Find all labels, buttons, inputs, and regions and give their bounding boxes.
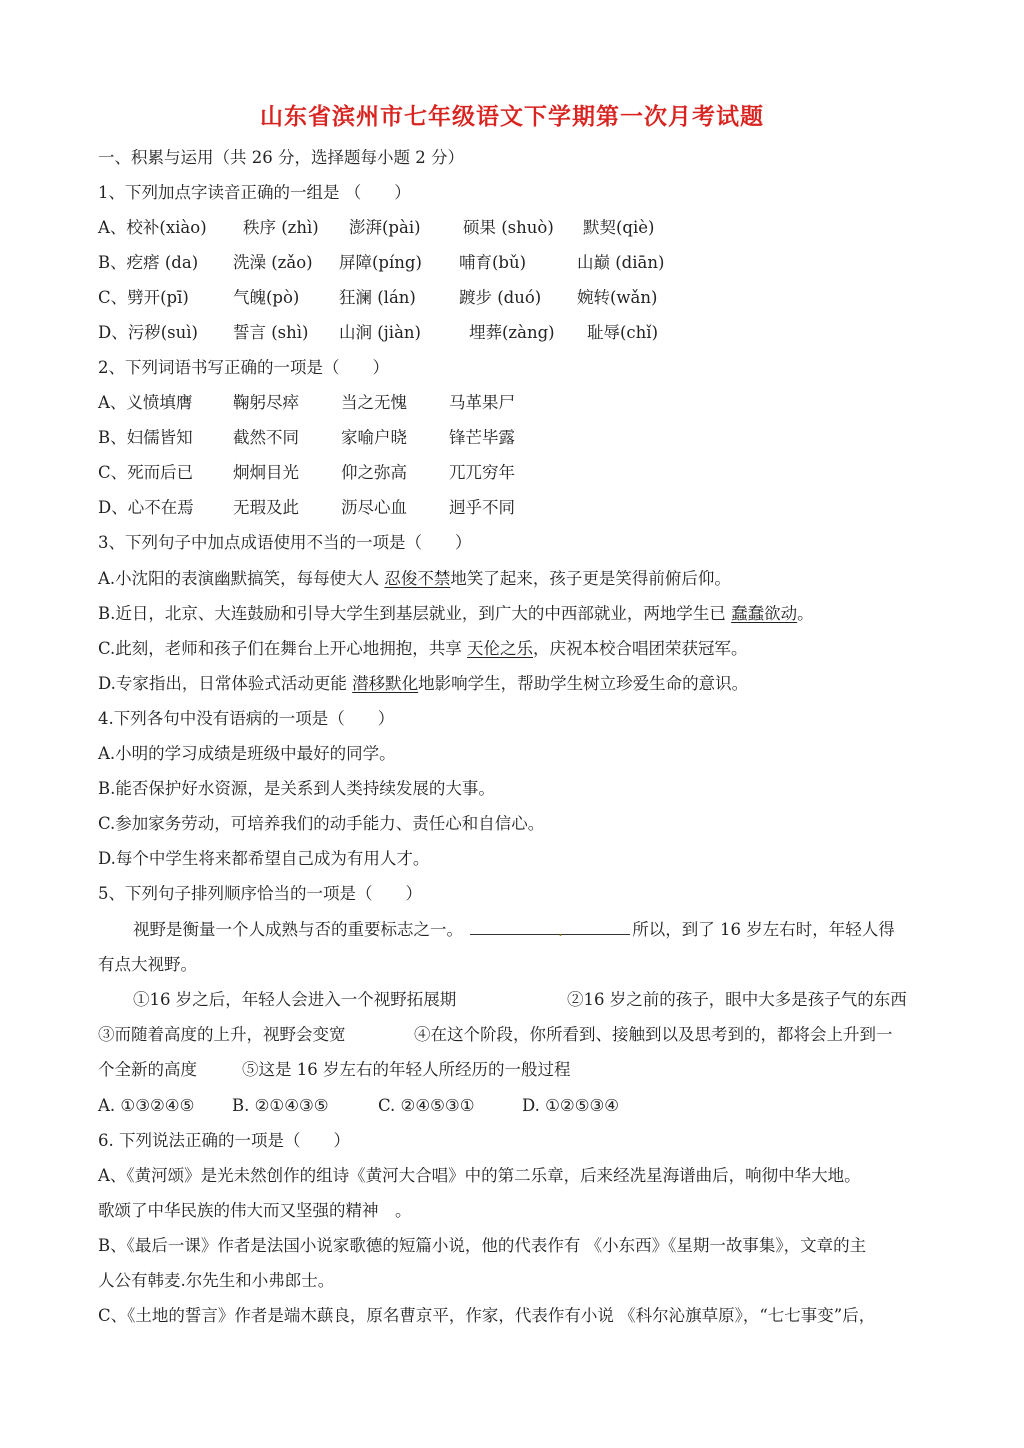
underlined-idiom: 蠢蠢欲动 [731, 604, 798, 623]
question-2-option-b: B、妇儒皆知 截然不同 家喻户晓 锋芒毕露 [98, 428, 515, 447]
question-4-option-d: D.每个中学生将来都希望自己成为有用人才。 [98, 849, 430, 868]
page-title: 山东省滨州市七年级语文下学期第一次月考试题 [260, 103, 764, 130]
question-6-option-b: B、《最后一课》作者是法国小说家歌德的短篇小说，他的代表作有 《小东西》《星期一故事集》，文章的主 [98, 1236, 867, 1255]
question-1-option-c: C、劈开(pī) 气魄(pò) 狂澜 (lán) 踱步 (duó) 婉转(wǎn) [98, 288, 658, 307]
question-1-option-b: B、疙瘩 (da) 洗澡 (zǎo) 屏障(píng) 哺育(bǔ) 山巅 (diān) [98, 253, 665, 272]
question-5-sentences-row3: 个全新的高度 ⑤这是 16 岁左右的年轻人所经历的一般过程 [98, 1060, 571, 1079]
question-5-passage: 视野是衡量一个人成熟与否的重要标志之一。 . 所以，到了 16 岁左右时，年轻人得 [133, 920, 895, 940]
question-1-stem: 1、下列加点字读音正确的一组是 （ ） [98, 183, 411, 202]
question-2-option-d: D、心不在焉 无瑕及此 沥尽心血 迥乎不同 [98, 498, 515, 517]
question-4-option-a: A.小明的学习成绩是班级中最好的同学。 [98, 744, 396, 763]
question-2-option-a: A、义愤填膺 鞠躬尽瘁 当之无愧 马革果尸 [98, 393, 515, 412]
question-5-passage-cont: 有点大视野。 [98, 955, 197, 974]
question-5-options: A. ①③②④⑤ B. ②①④③⑤ C. ②④⑤③① D. ①②⑤③④ [98, 1096, 620, 1115]
question-5-sentences-row2: ③而随着高度的上升，视野会变宽 ④在这个阶段，你所看到、接触到以及思考到的，都将会上升到一 [98, 1025, 893, 1044]
question-1-option-d: D、污秽(suì) 誓言 (shì) 山涧 (jiàn) 埋葬(zàng) 耻辱(chǐ) [98, 323, 659, 342]
question-3-option-d: D.专家指出，日常体验式活动更能 潜移默化地影响学生，帮助学生树立珍爱生命的意识。 [98, 674, 749, 693]
question-2-option-c: C、死而后已 炯炯目光 仰之弥高 兀兀穷年 [98, 463, 515, 482]
question-6-option-a: A、《黄河颂》是光未然创作的组诗《黄河大合唱》中的第二乐章，后来经冼星海谱曲后，响彻中华大地。 [98, 1166, 861, 1185]
question-5-stem: 5、下列句子排列顺序恰当的一项是（ ） [98, 884, 422, 903]
question-3-option-b: B.近日，北京、大连鼓励和引导大学生到基层就业，到广大的中西部就业，两地学生已 蠢蠢欲动。 [98, 604, 814, 623]
underlined-idiom: 忍俊不禁 [384, 569, 451, 588]
underlined-idiom: 天伦之乐 [467, 639, 534, 658]
question-6-stem: 6. 下列说法正确的一项是（ ） [98, 1131, 350, 1150]
section-heading: 一、积累与运用（共 26 分，选择题每小题 2 分） [98, 148, 464, 167]
question-4-stem: 4.下列各句中没有语病的一项是（ ） [98, 709, 395, 728]
question-6-option-a-cont: 歌颂了中华民族的伟大而又坚强的精神 。 [98, 1201, 412, 1220]
question-3-option-a: A.小沈阳的表演幽默搞笑，每每使大人 忍俊不禁地笑了起来，孩子更是笑得前俯后仰。 [98, 569, 731, 588]
question-2-stem: 2、下列词语书写正确的一项是（ ） [98, 358, 389, 377]
question-3-option-c: C.此刻，老师和孩子们在舞台上开心地拥抱，共享 天伦之乐，庆祝本校合唱团荣获冠军。 [98, 639, 748, 658]
question-6-option-b-cont: 人公有韩麦.尔先生和小弗郎士。 [98, 1271, 335, 1290]
underlined-idiom: 潜移默化 [352, 674, 419, 693]
question-4-option-c: C.参加家务劳动，可培养我们的动手能力、责任心和自信心。 [98, 814, 545, 833]
question-6-option-c: C、《土地的誓言》作者是端木蕻良，原名曹京平，作家，代表作有小说 《科尔沁旗草原》，“七七事变”后， [98, 1306, 876, 1325]
question-4-option-b: B.能否保护好水资源，是关系到人类持续发展的大事。 [98, 779, 495, 798]
question-1-option-a: A、校补(xiào) 秩序 (zhì) 澎湃(pài) 硕果 (shuò) 默契(qiè) [98, 218, 655, 237]
question-5-sentences-row1: ①16 岁之后，年轻人会进入一个视野拓展期 ②16 岁之前的孩子，眼中大多是孩子气的东西 [133, 990, 907, 1009]
fill-in-blank: . [470, 918, 630, 935]
question-3-stem: 3、下列句子中加点成语使用不当的一项是（ ） [98, 533, 472, 552]
